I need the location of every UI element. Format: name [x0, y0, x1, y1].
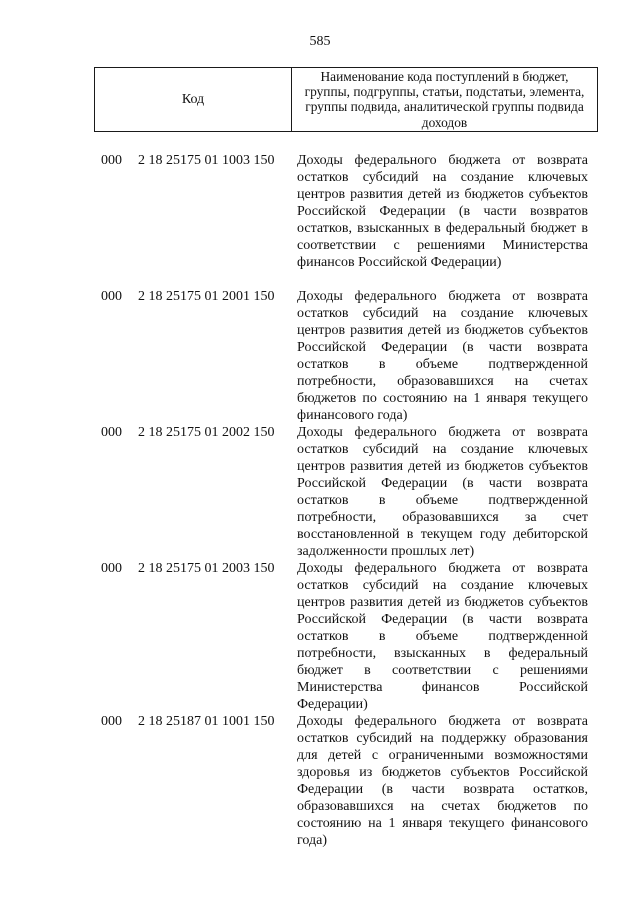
revenue-code: 2 18 25175 01 2001 150 [138, 289, 275, 304]
table-row [0, 152, 640, 288]
revenue-code: 2 18 25175 01 2002 150 [138, 425, 275, 440]
revenue-description: Доходы федерального бюджета от возврата остатков субсидий на создание ключевых центров развития детей из бюджетов субъектов Российской Федерации (в части возвратов остатков, взысканных в федеральный бюджет в соответствии с решениями Министерства финансов Российской Федерации) [297, 153, 588, 270]
revenue-description: Доходы федерального бюджета от возврата остатков субсидий на поддержку образования для детей с ограниченными возможностями здоровья из бюджетов субъектов Российской Федерации (в части возврата остатков, образовавшихся на счетах бюджетов по состоянию на 1 января текущего финансового года) [297, 714, 588, 848]
admin-code: 000 [101, 153, 122, 168]
page-number: 585 [309, 34, 331, 49]
table-row [0, 713, 640, 849]
admin-code: 000 [101, 425, 122, 440]
admin-code: 000 [101, 561, 122, 576]
revenue-code: 2 18 25175 01 1003 150 [138, 153, 275, 168]
table-row [0, 288, 640, 424]
revenue-code: 2 18 25187 01 1001 150 [138, 714, 275, 729]
code-list [0, 152, 640, 849]
table-header [94, 67, 598, 132]
revenue-code: 2 18 25175 01 2003 150 [138, 561, 275, 576]
admin-code: 000 [101, 714, 122, 729]
revenue-description: Доходы федерального бюджета от возврата остатков субсидий на создание ключевых центров развития детей из бюджетов субъектов Российской Федерации (в части возврата остатков в объеме подтвержденной потребности, взысканных в федеральный бюджет в соответствии с решениями Министерства финансов Российской Федерации) [297, 561, 588, 712]
revenue-description: Доходы федерального бюджета от возврата остатков субсидий на создание ключевых центров развития детей из бюджетов субъектов Российской Федерации (в части возврата остатков в объеме подтвержденной потребности, образовавшихся на счетах бюджетов по состоянию на 1 января текущего финансового года) [297, 289, 588, 423]
revenue-description: Доходы федерального бюджета от возврата остатков субсидий на создание ключевых центров развития детей из бюджетов субъектов Российской Федерации (в части возврата остатков в объеме подтвержденной потребности, образовавшихся за счет восстановленной в текущем году дебиторской задолженности прошлых лет) [297, 425, 588, 559]
table-row [0, 560, 640, 713]
admin-code: 000 [101, 289, 122, 304]
header-code-label: Код [95, 68, 292, 131]
header-name-label: Наименование кода поступлений в бюджет, группы, подгруппы, статьи, подстатьи, элемента, группы подвида, аналитической группы подвида доходов [304, 69, 585, 130]
table-row [0, 424, 640, 560]
